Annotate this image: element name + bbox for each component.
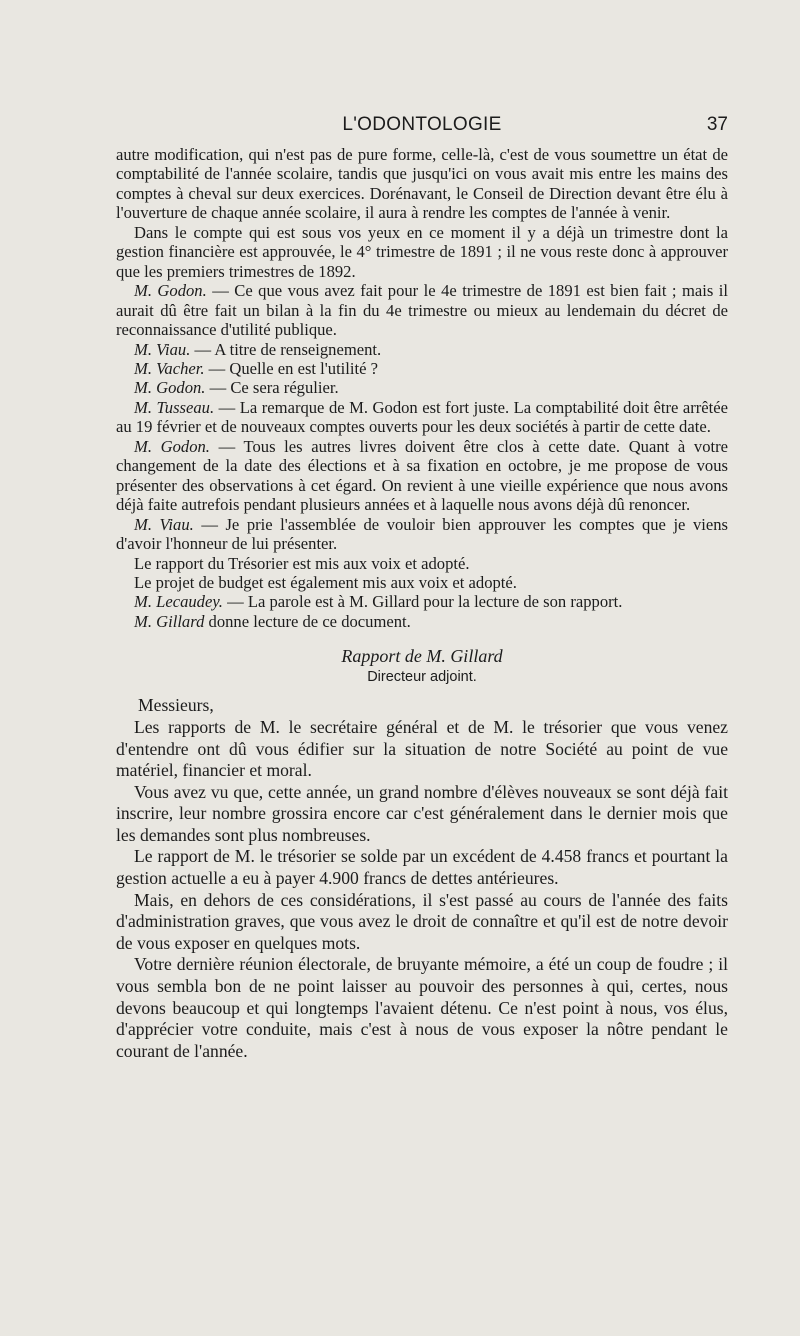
paragraph-text: — Je prie l'assemblée de vouloir bien approuver les comptes que je viens d'avoir l'honneur de lui présenter. [116, 514, 728, 554]
paragraph [116, 573, 728, 592]
paragraph [116, 398, 728, 437]
page-header [116, 112, 728, 142]
paragraph [116, 437, 728, 515]
report-paragraph: Le rapport de M. le trésorier se solde par un excédent de 4.458 francs et pourtant la gestion actuelle a eu à payer 4.900 francs de dettes antérieures. [116, 846, 728, 889]
speaker: M. Viau. [134, 339, 191, 359]
paragraph-text: — A titre de renseignement. [190, 339, 382, 359]
report-subtitle: Directeur adjoint. [367, 669, 477, 686]
speaker: M. Lecaudey. [134, 592, 223, 612]
paragraph [116, 145, 728, 223]
paragraph-text: — La parole est à M. Gillard pour la lecture de son rapport. [222, 592, 623, 612]
paragraph-text: donne lecture de ce document. [204, 611, 411, 631]
salutation: Messieurs, [138, 695, 214, 716]
paragraph [116, 592, 728, 611]
paragraph-text: — Ce que vous avez fait pour le 4e trimestre de 1891 est bien fait ; mais il aurait dû être fait un bilan à la fin du 4e trimestre ou mieux au lendemain du décret de reconnaissance d'utilité publique. [116, 281, 728, 340]
speaker: M. Viau. [134, 514, 194, 534]
speaker: M. Tusseau. [134, 397, 215, 417]
body-text [116, 145, 728, 1062]
paragraph-text: Le projet de budget est également mis aux voix et adopté. [134, 572, 517, 592]
report-body [116, 695, 728, 1062]
paragraph [116, 515, 728, 554]
paragraph [116, 378, 728, 397]
paragraph-text: — Ce sera régulier. [205, 378, 339, 398]
paragraph-text: Dans le compte qui est sous vos yeux en ce moment il y a déjà un trimestre dont la gestion financière est approuvée, le 4° trimestre de 1891 ; il ne vous reste donc à approuver que les premiers trimestres de 1892. [116, 222, 728, 281]
report-paragraph: Vous avez vu que, cette année, un grand nombre d'élèves nouveaux se sont déjà fait inscrire, leur nombre grossira encore car c'est généralement dans le dernier mois que les demandes sont plus nombreuses. [116, 781, 728, 845]
report-paragraph: Les rapports de M. le secrétaire général et de M. le trésorier que vous venez d'entendre ont dû vous édifier sur la situation de notre Société au point de vue matériel, financier et moral. [116, 716, 728, 781]
speaker: M. Godon. [134, 378, 206, 398]
speaker: M. Gillard [134, 611, 205, 631]
running-title: L'ODONTOLOGIE [342, 114, 502, 135]
proceedings [116, 145, 728, 631]
speaker: M. Godon. [134, 436, 210, 456]
paragraph [116, 359, 728, 378]
paragraph-text: autre modification, qui n'est pas de pure forme, celle-là, c'est de vous soumettre un état de comptabilité de l'année scolaire, tandis que jusqu'ici on vous avait mis entre les mains des comptes à cheval sur deux exercices. Dorénavant, le Conseil de Direction devant être élu à l'ouverture de chaque année scolaire, il aura à rendre les comptes de l'année à venir. [116, 145, 728, 223]
paragraph-text: Le rapport du Trésorier est mis aux voix et adopté. [134, 553, 470, 573]
page-number: 37 [706, 114, 728, 135]
report-title: Rapport de M. Gillard [341, 646, 503, 667]
paragraph [116, 340, 728, 359]
speaker: M. Vacher. [134, 358, 205, 378]
report-paragraph: Votre dernière réunion électorale, de bruyante mémoire, a été un coup de foudre ; il vous sembla bon de ne point laisser au pouvoir des personnes à qui, certes, nous devons beaucoup et qui longtemps l'avaient détenu. Ce n'est point à nous, vos élus, d'apprécier votre conduite, mais c'est à nous de vous exposer la nôtre pendant le courant de l'année. [116, 954, 728, 1061]
paragraph [116, 281, 728, 339]
paragraph [116, 223, 728, 281]
paragraph [116, 554, 728, 573]
paragraph-text: — Tous les autres livres doivent être clos à cette date. Quant à votre changement de la date des élections et à sa fixation en octobre, je me propose de vous présenter des observations à cet égard. On revient à une vieille expérience que nous avons déjà faite autrefois pendant plusieurs années et à laquelle nous avons déjà dû renoncer. [116, 436, 728, 515]
paragraph-text: — La remarque de M. Godon est fort juste. La comptabilité doit être arrêtée au 19 février et de nouveaux comptes ouverts pour les deux sociétés à partir de cette date. [116, 397, 728, 437]
speaker: M. Godon. [134, 281, 207, 301]
paragraph [116, 612, 728, 631]
report-paragraph: Mais, en dehors de ces considérations, il s'est passé au cours de l'année des faits d'administration graves, que vous avez le droit de connaître et qu'il est de notre devoir de vous exposer en quelques mots. [116, 889, 728, 953]
paragraph-text: — Quelle en est l'utilité ? [204, 358, 379, 378]
